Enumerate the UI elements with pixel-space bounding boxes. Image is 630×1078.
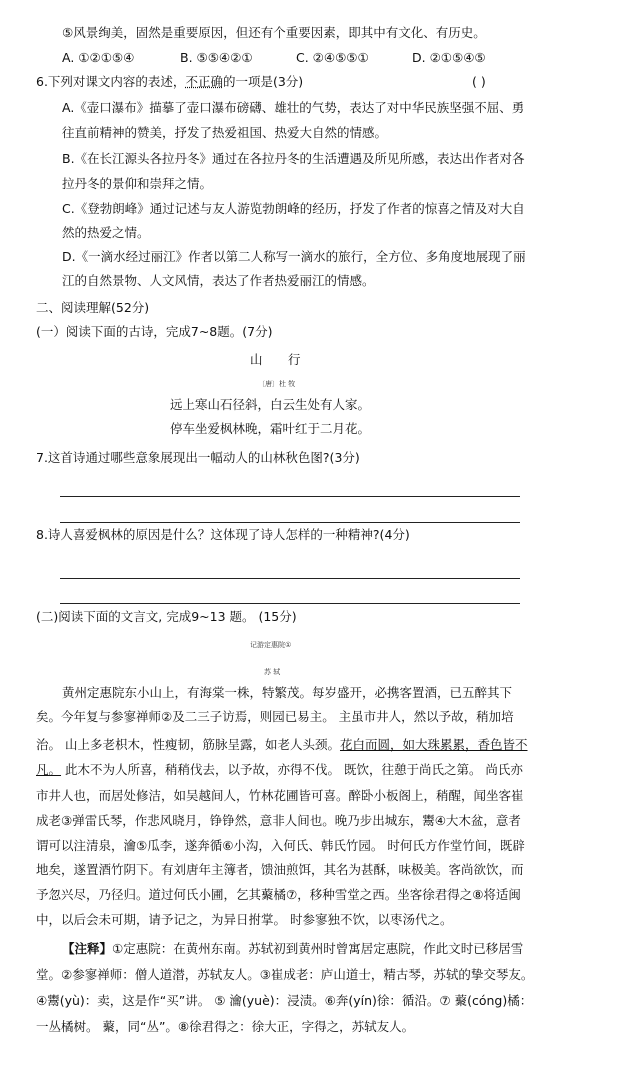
q6-stem-part-a: 6.下列对课文内容的表述， [36, 74, 186, 89]
passage-line-10: 中，以后会未可期，请予记之，为异日拊掌。 时参寥独不饮，以枣汤代之。 [36, 912, 453, 927]
q7-answer-line-1[interactable] [60, 496, 520, 497]
poem-line-2: 停车坐爱枫林晚，霜叶红于二月花。 [170, 421, 371, 436]
q8-answer-line-2[interactable] [60, 603, 520, 604]
notes-line-3: ④鬻(yù)：卖，这是作“买”讲。 ⑤ 瀹(yuè)：浸渍。⑥奔(yín)徐：循沿。⑦ 藂(cóng)橘： [36, 993, 533, 1008]
q6-option-c-line1: C.《登勃朗峰》通过记述与友人游览勃朗峰的经历，抒发了作者的惊喜之情及对大自 [62, 201, 525, 216]
poem-title-char-2: 行 [288, 352, 301, 367]
passage-line-7: 谓可以注清泉，瀹⑤瓜李，遂奔循⑥小沟，入何氏、韩氏竹园。 时何氏方作堂竹间，既辟 [36, 838, 525, 853]
passage-line-2: 矣。今年复与参寥禅师②及二三子访焉，则园已易主。 主虽市井人，然以予故，稍加培 [36, 709, 514, 724]
passage-line-6: 成老③弹雷氏琴，作悲风晓月，铮铮然，意非人间也。晚乃步出城东，鬻④大木盆，意者 [36, 813, 521, 828]
passage-title: 记游定惠院① [250, 641, 292, 649]
passage-line-5: 市井人也，而居处修洁，如吴越间人，竹林花圃皆可喜。醉卧小板阁上，稍醒，闻坐客崔 [36, 788, 524, 803]
q5-item-5: ⑤风景绚美，固然是重要原因，但还有个重要因素，即其中有文化、有历史。 [62, 25, 486, 40]
notes-line-2: 堂。②参寥禅师：僧人道潜，苏轼友人。③崔成老：庐山道士，精古琴，苏轼的挚交琴友。 [36, 967, 534, 982]
passage-underlined-sentence-b: 凡。 [36, 762, 62, 777]
passage-line-8: 地矣，遂置酒竹阴下。有刘唐年主簿者，馈油煎饵，其名为甚酥，味极美。客尚欲饮，而 [36, 862, 524, 877]
q6-answer-parentheses: ( ) [472, 74, 486, 89]
q6-option-a-line2: 往直前精神的赞美，抒发了热爱祖国、热爱大自然的情感。 [62, 125, 388, 140]
q5-option-a: A. ①②①⑤④ [62, 50, 135, 65]
poem-author: 〔唐〕杜 牧 [258, 380, 296, 388]
q5-option-c: C. ②④⑤⑤① [296, 50, 369, 65]
q6-option-b-line1: B.《在长江源头各拉丹冬》通过在各拉丹冬的生活遭遇及所见所感，表达出作者对各 [62, 151, 525, 166]
q6-stem-emphasis: 不正确 [185, 74, 223, 89]
poem-line-1: 远上寒山石径斜，白云生处有人家。 [170, 397, 371, 412]
q6-option-c-line2: 然的热爱之情。 [62, 225, 150, 240]
passage-underlined-sentence-a: 花白而圆，如大珠累累，香色皆不 [339, 737, 528, 752]
passage-line-4 [36, 762, 523, 778]
part-1-instruction: (一）阅读下面的古诗，完成7~8题。(7分) [36, 324, 273, 339]
q6-stem-part-b: 的一项是(3分) [222, 74, 304, 89]
part-2-instruction: (二)阅读下面的文言文, 完成9~13 题。 (15分) [36, 609, 297, 624]
poem-title-char-1: 山 [250, 352, 263, 367]
passage-line-9: 予忽兴尽，乃径归。道过何氏小圃，乞其藂橘⑦，移种雪堂之西。坐客徐君得之⑧将适闽 [36, 887, 521, 902]
notes-line-1 [62, 941, 523, 957]
passage-line-3-plain: 治。 山上多老枳木，性瘦韧，筋脉呈露，如老人头颈。 [36, 737, 340, 752]
notes-label: 【注释】 [62, 941, 113, 956]
q8-question: 8.诗人喜爱枫林的原因是什么？这体现了诗人怎样的一种精神?(4分) [36, 527, 410, 542]
q6-option-b-line2: 拉丹冬的景仰和崇拜之情。 [62, 176, 213, 191]
q8-answer-line-1[interactable] [60, 578, 520, 579]
q6-stem [36, 74, 303, 90]
q5-option-d: D. ②①⑤④⑤ [412, 50, 486, 65]
passage-line-4-plain: 此木不为人所喜，稍稍伐去，以予故，亦得不伐。 既饮，往憩于尚氏之第。 尚氏亦 [61, 762, 523, 777]
passage-line-1: 黄州定惠院东小山上，有海棠一株，特繁茂。每岁盛开，必携客置酒，已五醉其下 [62, 685, 513, 700]
passage-line-3 [36, 737, 528, 753]
notes-line-1-text: ①定惠院：在黄州东南。苏轼初到黄州时曾寓居定惠院，作此文时已移居雪 [112, 941, 524, 956]
q5-option-b: B. ⑤⑤④②① [180, 50, 253, 65]
notes-line-4: 一丛橘树。 藂，同“丛”。⑧徐君得之：徐大正，字得之，苏轼友人。 [36, 1019, 415, 1034]
q6-option-a-line1: A.《壶口瀑布》描摹了壶口瀑布磅礴、雄壮的气势，表达了对中华民族坚强不屈、勇 [62, 100, 525, 115]
q7-question: 7.这首诗通过哪些意象展现出一幅动人的山林秋色图?(3分) [36, 450, 360, 465]
section-2-heading: 二、阅读理解(52分) [36, 300, 150, 315]
q6-option-d-line2: 江的自然景物、人文风情，表达了作者热爱丽江的情感。 [62, 273, 375, 288]
q7-answer-line-2[interactable] [60, 522, 520, 523]
passage-author: 苏 轼 [264, 668, 281, 676]
q6-option-d-line1: D.《一滴水经过丽江》作者以第二人称写一滴水的旅行，全方位、多角度地展现了丽 [62, 249, 526, 264]
